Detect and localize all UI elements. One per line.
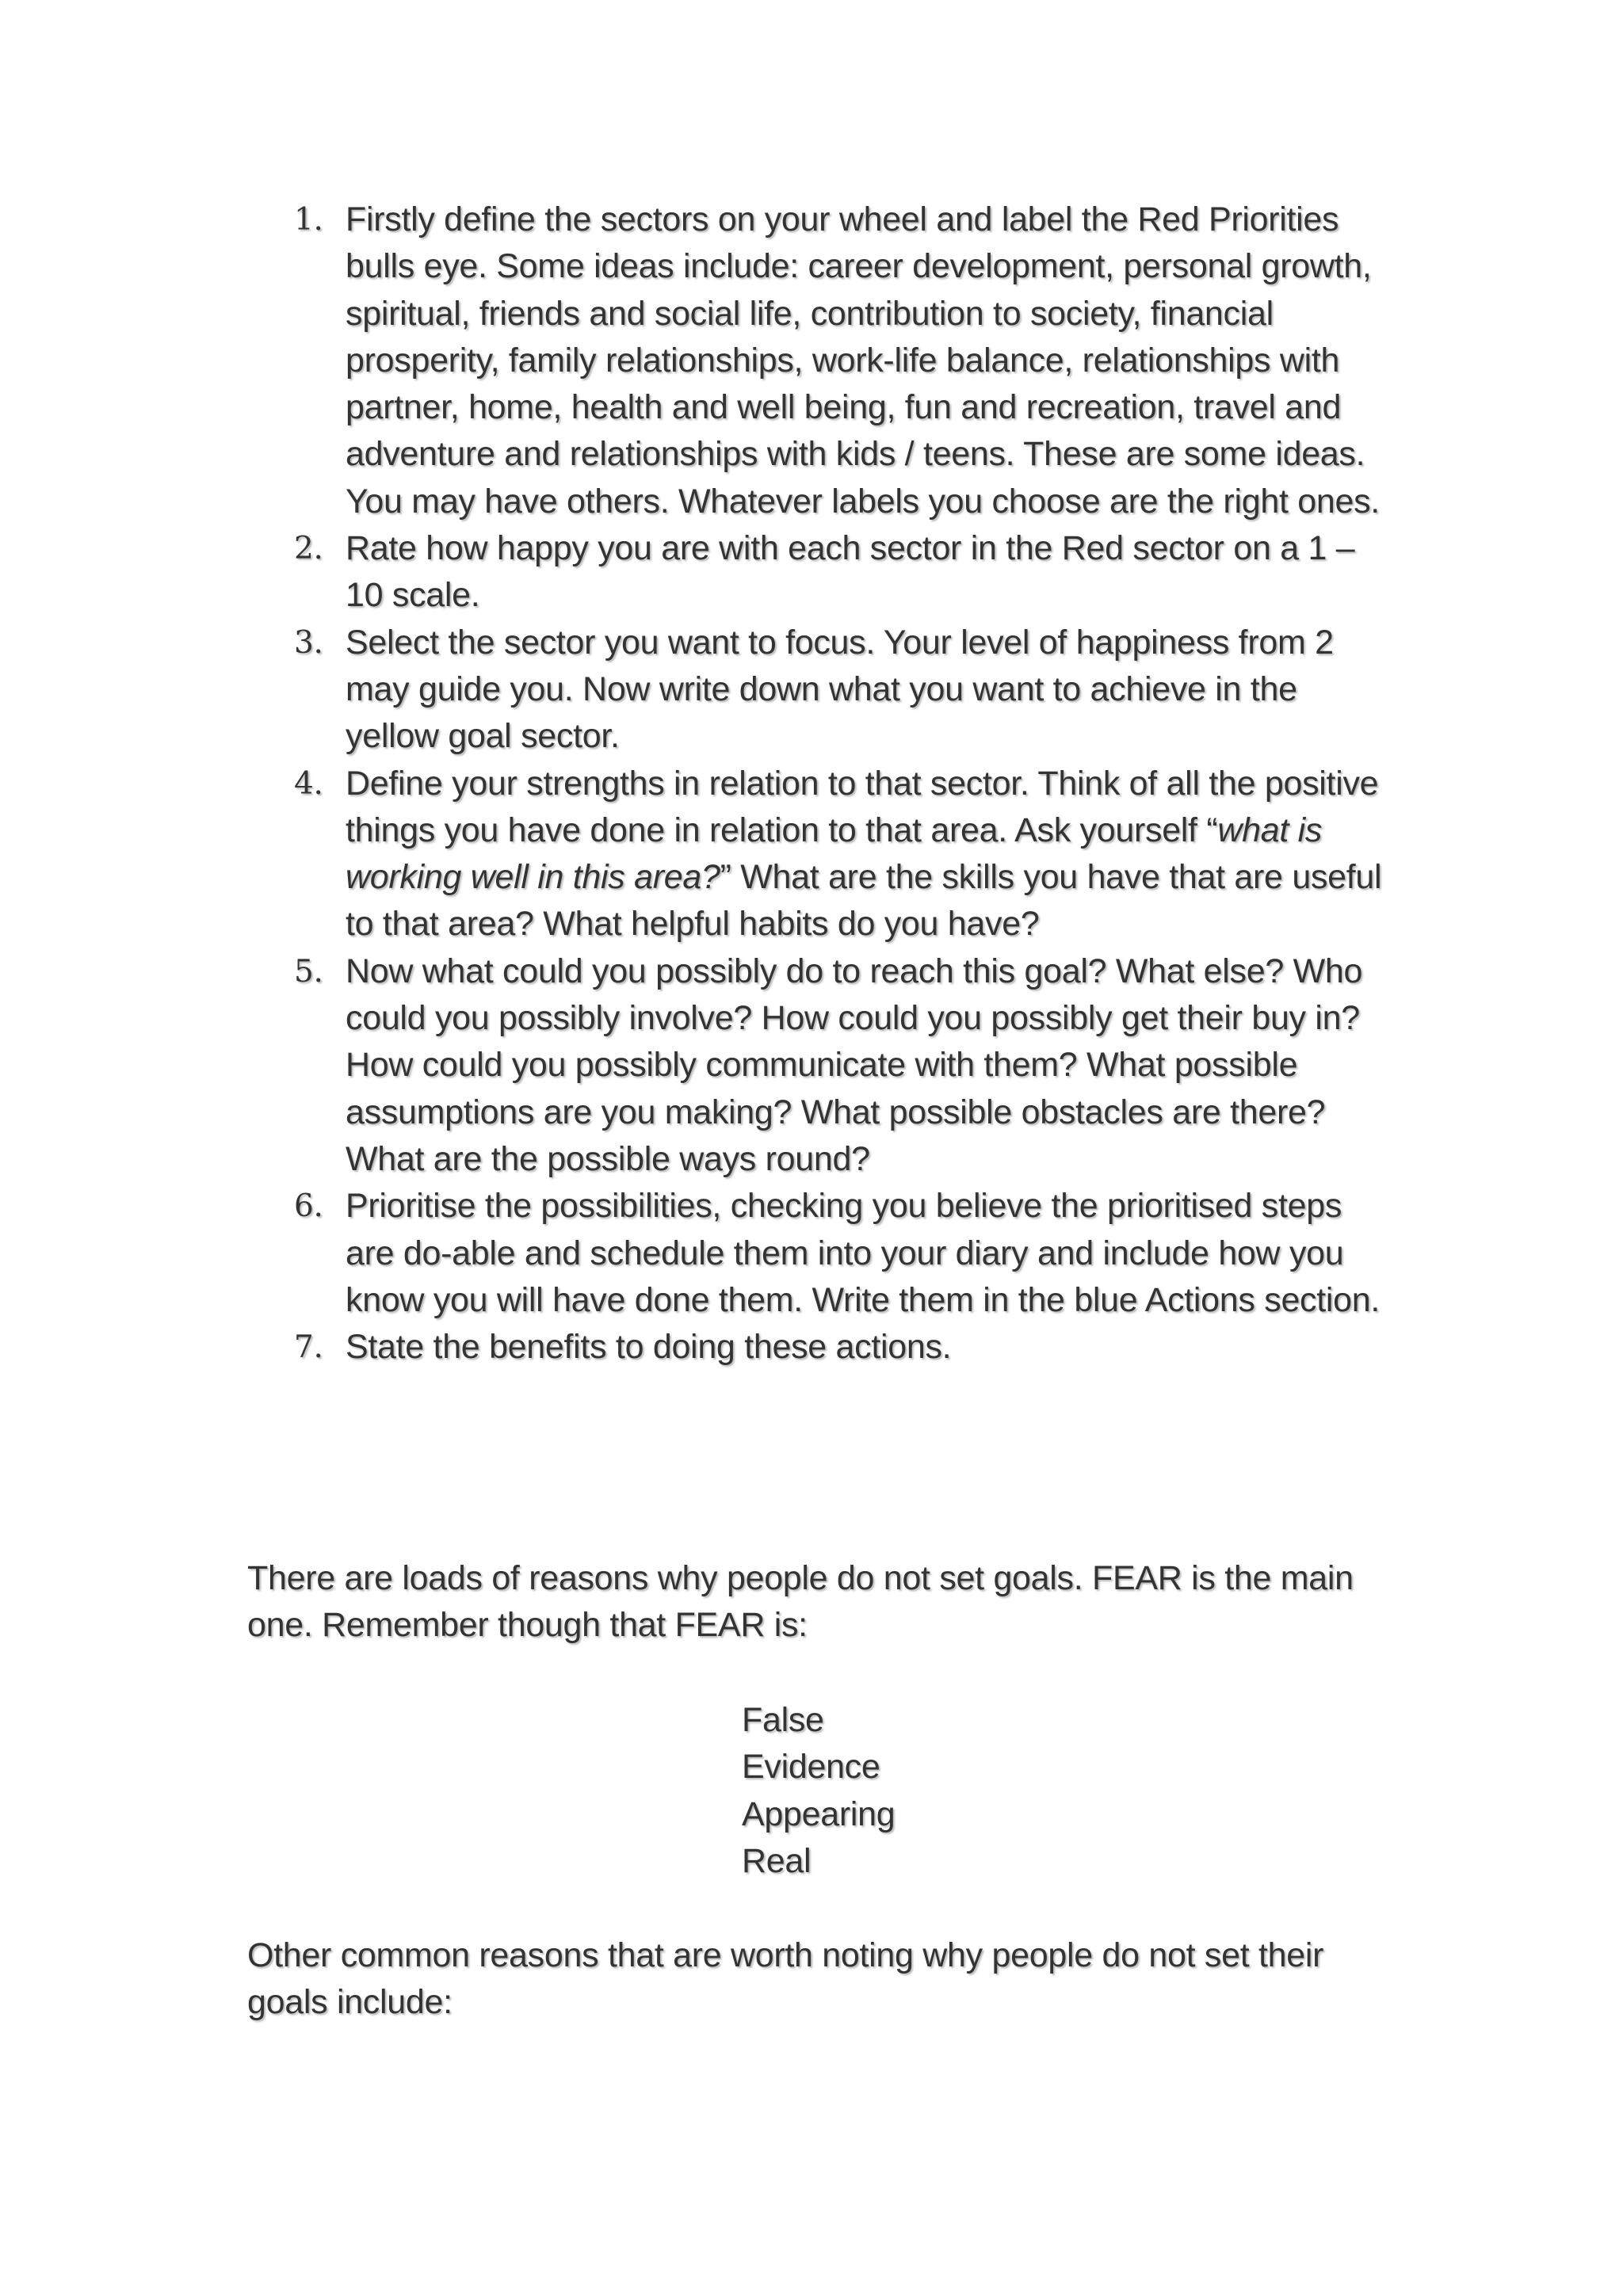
step-text: Now what could you possibly do to reach this goal? What else? Who could you possibly involve? How could you possibly get their buy in? How could you possibly communicate with them? What possible assumptions are you making? What possible obstacles are there? What are the possible ways round? xyxy=(346,952,1363,1178)
step-text-before: Define your strengths in relation to that sector. Think of all the positive things you have done in relation to that area. Ask yourself “ xyxy=(346,764,1379,849)
acronym-word-evidence: Evidence xyxy=(742,1748,880,1787)
other-reasons-paragraph: Other common reasons that are worth noting why people do not set their goals include: xyxy=(247,1936,1324,2022)
step-text: Rate how happy you are with each sector in the Red sector on a 1 – 10 scale. xyxy=(346,529,1355,615)
acronym-word-false: False xyxy=(742,1701,824,1739)
step-number: 6. xyxy=(294,1188,323,1225)
step-number: 4. xyxy=(294,765,323,802)
list-item-step-7 xyxy=(294,1324,1392,1371)
step-text: State the benefits to doing these actions. xyxy=(346,1328,952,1367)
list-item-step-6 xyxy=(294,1183,1392,1324)
step-number: 3. xyxy=(294,624,323,661)
step-text-after: ” What are the skills you have that are useful to that area? What helpful habits do you have? xyxy=(346,858,1382,944)
list-item-step-3 xyxy=(294,620,1392,761)
acronym-word-real: Real xyxy=(742,1841,812,1880)
goal-steps-list xyxy=(294,196,1392,1371)
acronym-word-appearing: Appearing xyxy=(742,1794,896,1833)
list-item-step-4 xyxy=(294,761,1392,948)
step-text-italic: what is working well in this area? xyxy=(346,810,1323,897)
list-item-step-5 xyxy=(294,948,1392,1183)
step-number: 7. xyxy=(294,1329,323,1366)
list-item-step-2 xyxy=(294,525,1392,620)
fear-paragraph: There are loads of reasons why people do not set goals. FEAR is the main one. Remember though that FEAR is: xyxy=(247,1559,1354,1645)
step-text: Prioritise the possibilities, checking you believe the prioritised steps are do-able and schedule them into your diary and include how you know you will have done them. Write them in the blue Actions section. xyxy=(346,1187,1381,1319)
list-item-step-1 xyxy=(294,196,1392,525)
fear-acronym xyxy=(742,1697,895,1885)
step-text: Select the sector you want to focus. Your level of happiness from 2 may guide you. Now write down what you want to achieve in the yellow goal sector. xyxy=(346,623,1334,756)
step-number: 1. xyxy=(294,202,323,238)
step-number: 5. xyxy=(294,953,323,990)
step-text: Firstly define the sectors on your wheel and label the Red Priorities bulls eye. Some ideas include: career development, personal growth, spiritual, friends and social life, contribution to society, financial prosperity, family relationships, work-life balance, relationships with partner, home, health and well being, fun and recreation, travel and adventure and relationships with kids / teens. These are some ideas. You may have others. Whatever labels you choose are the right ones. xyxy=(346,200,1380,521)
step-number: 2. xyxy=(294,531,323,567)
